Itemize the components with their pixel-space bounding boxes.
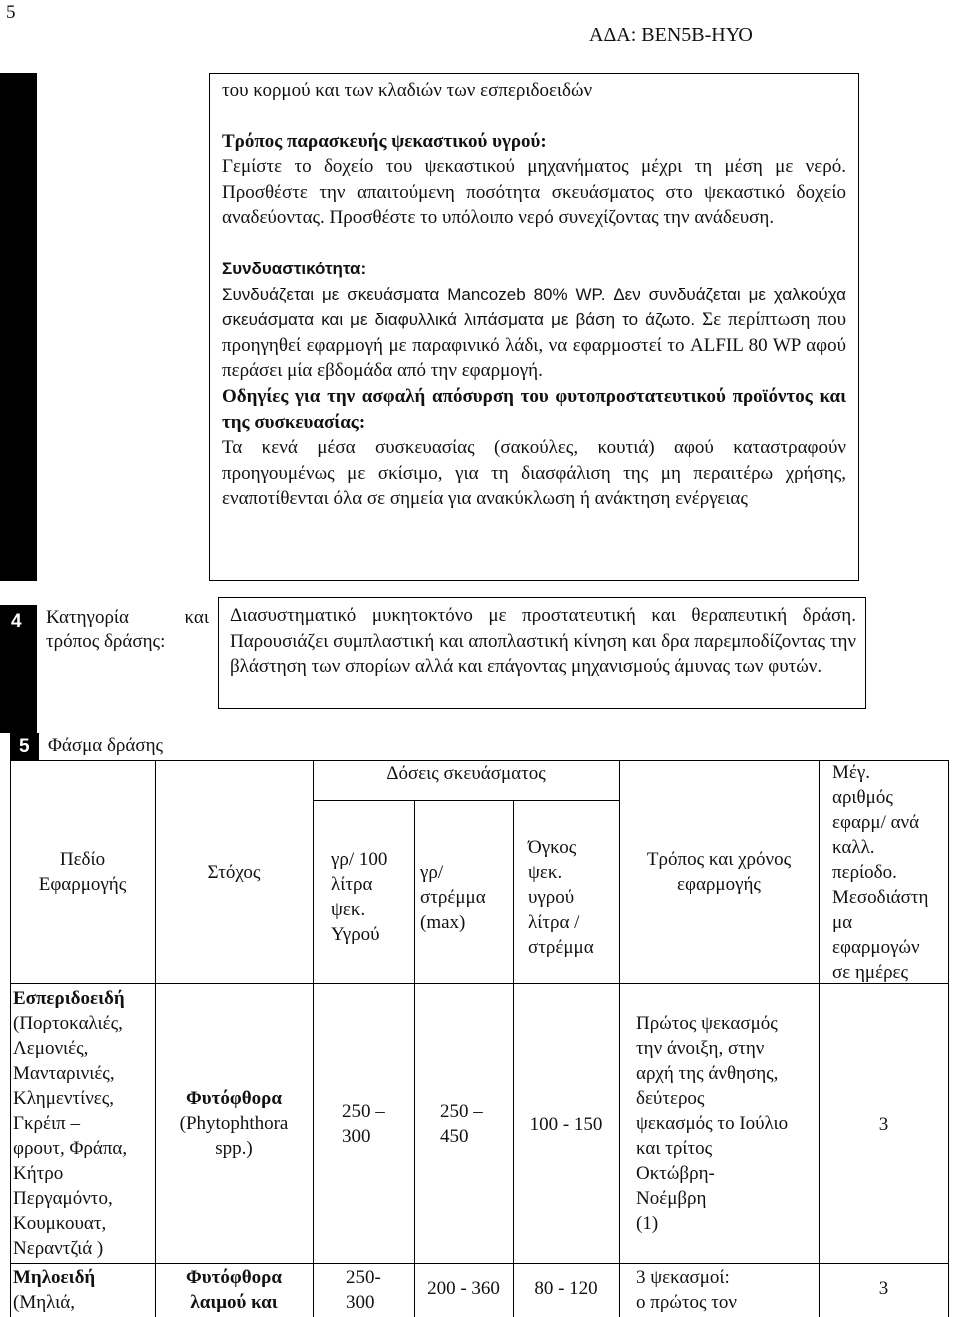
header-max-apps-line: Μεσοδιάστη [832,887,929,908]
target-line: Φυτόφθορα [186,1267,282,1288]
method-line: αρχή της άνθησης, [636,1063,779,1084]
doses-header: Δόσεις σκευάσματος [386,763,546,784]
header-volume-line: στρέμμα [528,937,594,958]
section-4-label [46,606,209,654]
ada-code: ΑΔΑ: ΒΕΝ5Β-ΗΥΟ [589,24,753,46]
header-volume-line: ψεκ. [528,862,563,883]
header-max-apps-line: σε ημέρες [832,962,909,983]
table-line [10,983,949,984]
table-line [10,760,11,1317]
prep-heading: Τρόπος παρασκευής ψεκαστικού υγρού: [222,130,547,152]
header-grstr-line: στρέμμα [420,887,486,908]
header-max-apps-line: περίοδο. [832,862,897,883]
gr100-line: 300 [342,1126,371,1147]
table-row-citrus-max-apps: 3 [878,1114,889,1135]
field-line: (Πορτοκαλιές, [13,1013,123,1034]
header-max-apps-line: αριθμός [832,787,893,808]
mode-of-action-box [218,597,866,709]
header-grstr-line: γρ/ [420,862,444,883]
header-max-apps-line: Μέγ. [832,762,871,783]
table-line [10,1263,949,1264]
header-gr100-line: Υγρού [331,924,380,945]
header-gr100-line: ψεκ. [331,899,366,920]
page-number: 5 [6,2,16,23]
section-5-label: Φάσμα δράσης [48,735,164,756]
grstr-line: 450 [440,1126,469,1147]
header-volume-line: υγρού [528,887,575,908]
header-method-line: εφαρμογής [677,874,761,895]
target-name: Φυτόφθορα [186,1088,282,1109]
mode-of-action-text: Διασυστηματικό μυκητοκτόνο με προστατευτική και θεραπευτική δράση. Παρουσιάζει συμπλαστική και αποπλαστική κίνηση και δρα παρεμποδίζοντας την βλάστηση των σπορίων αλλά και επάγοντας μηχανισμούς άμυνας των φυτών. [230,605,856,678]
table-line [313,760,314,1317]
table-row-citrus-volume: 100 - 150 [529,1114,603,1135]
header-gr100-line: γρ/ 100 [331,849,388,870]
table-row-pome-field [13,1265,155,1315]
section-4-number: 4 [11,611,22,632]
table-line [619,760,620,1317]
table-row-citrus-grstr [440,1099,510,1149]
header-volume-line: λίτρα / [528,912,580,933]
field-line: Περγαμόντο, [13,1188,113,1209]
header-grstr-line: (max) [420,912,466,933]
header-max-apps-line: εφαρμ/ ανά [832,812,920,833]
target-line: spp.) [215,1138,253,1159]
header-grstr [420,860,510,935]
method-line: Νοέμβρη [636,1188,707,1209]
disposal-heading: Οδηγίες για την ασφαλή απόσυρση του φυτοπροστατευτικού προϊόντος και της συσκευασίας: [222,385,846,433]
field-line: Λεμονιές, [13,1038,89,1059]
method-line: Πρώτος ψεκασμός [636,1013,778,1034]
table-line [414,800,415,1317]
field-line: Κήτρο [13,1163,64,1184]
table-row-citrus-gr100 [342,1099,412,1149]
prep-text: Γεμίστε το δοχείο του ψεκαστικού μηχανήματος μέχρι τη μέση με νερό. Προσθέστε την απαιτούμενη ποσότητα σκευάσματος στο ψεκαστικό δοχείο αναδεύοντας. Προσθέστε το υπόλοιπο νερό συνεχίζοντας την ανάδευση. [222,156,846,229]
section-5-number: 5 [19,736,30,757]
instructions-box [209,73,859,581]
gr100-line: 250 – [342,1101,385,1122]
field-line: Κουμκουατ, [13,1213,107,1234]
header-method [619,847,819,897]
gr100-line: 250- [346,1267,381,1288]
method-line: και τρίτος [636,1138,713,1159]
header-volume-line: Όγκος [528,837,577,858]
header-max-apps-line: καλλ. [832,837,875,858]
header-method-line: Τρόπος και χρόνος [646,849,792,870]
field-line: Γκρέιπ – [13,1113,80,1134]
section-4-marker [0,605,37,733]
table-row-pome-method [636,1265,818,1315]
table-row-citrus-method [636,1011,818,1236]
section-4-label-word1: Κατηγορία [46,607,129,628]
header-volume [528,835,618,960]
compat-heading: Συνδυαστικότητα: [222,258,367,278]
header-max-apps-line: μα [832,912,853,933]
method-line: ψεκασμός το Ιούλιο [636,1113,789,1134]
section-4-label-word2: και [184,607,209,628]
intro-line: του κορμού και των κλαδιών των εσπεριδοειδών [222,80,593,101]
method-line: 3 ψεκασμοί: [636,1267,730,1288]
header-max-apps [832,760,948,985]
method-line: δεύτερος [636,1088,705,1109]
header-max-apps-line: εφαρμογών [832,937,920,958]
field-name: Μηλοειδή [13,1267,96,1288]
disposal-text: Τα κενά μέσα συσκευασίας (σακούλες, κουτιά) αφού καταστραφούν προηγουμένως με σκίσιμο, για τη διασφάλιση της μη περαιτέρω χρήσης, εναποτίθενται όλα σε σημεία για ανακύκλωση ή ανάκτηση ενέργειας [222,437,846,510]
compat-text [222,282,846,384]
header-gr100 [331,847,411,947]
header-target: Στόχος [207,862,261,883]
field-name: Εσπεριδοειδή [13,988,125,1009]
table-line [819,760,820,1317]
target-line: λαιμού και [190,1292,278,1313]
section-4-label-line2: τρόπος δράσης: [46,631,166,652]
field-line: φρουτ, Φράπα, [13,1138,128,1159]
table-line [155,760,156,1317]
method-line: την άνοιξη, στην [636,1038,765,1059]
table-row-citrus-field [13,986,155,1261]
table-line [948,760,949,1317]
table-line [313,800,620,801]
section-bar [0,73,37,581]
header-field-line: Πεδίο [59,849,106,870]
table-row-pome-target [155,1265,313,1315]
field-line: Κλημεντίνες, [13,1088,115,1109]
field-line: (Μηλιά, [13,1292,75,1313]
header-field [10,847,155,897]
field-line: Μανταρινιές, [13,1063,115,1084]
target-line: (Phytophthora [179,1113,289,1134]
table-line [513,800,514,1317]
method-line: ο πρώτος τον [636,1292,737,1313]
method-line: Οκτώβρη- [636,1163,715,1184]
header-gr100-line: λίτρα [331,874,373,895]
method-line: (1) [636,1213,659,1234]
compat-text-serif: Σε περίπτωση που προηγηθεί εφαρμογή με παραφινικό λάδι, να εφαρμοστεί το ALFIL 80 WP αφού περάσει μία εβδομάδα από την εφαρμογή. [222,309,846,382]
table-row-pome-grstr: 200 - 360 [427,1278,500,1299]
compat-text-sans: Συνδυάζεται με σκευάσματα Mancozeb 80% WP. Δεν συνδυάζεται με χαλκούχα σκευάσματα και με διαφυλλικά λιπάσματα με βάση το άζωτο. [222,284,846,330]
table-row-pome-volume: 80 - 120 [534,1278,598,1299]
header-field-line: Εφαρμογής [38,874,127,895]
section-5-marker [10,733,39,760]
gr100-line: 300 [346,1292,375,1313]
field-line: Νεραντζιά ) [13,1238,104,1259]
table-row-pome-max-apps: 3 [878,1278,889,1299]
table-row-pome-gr100 [346,1265,412,1315]
grstr-line: 250 – [440,1101,483,1122]
table-row-citrus-target [155,1086,313,1161]
